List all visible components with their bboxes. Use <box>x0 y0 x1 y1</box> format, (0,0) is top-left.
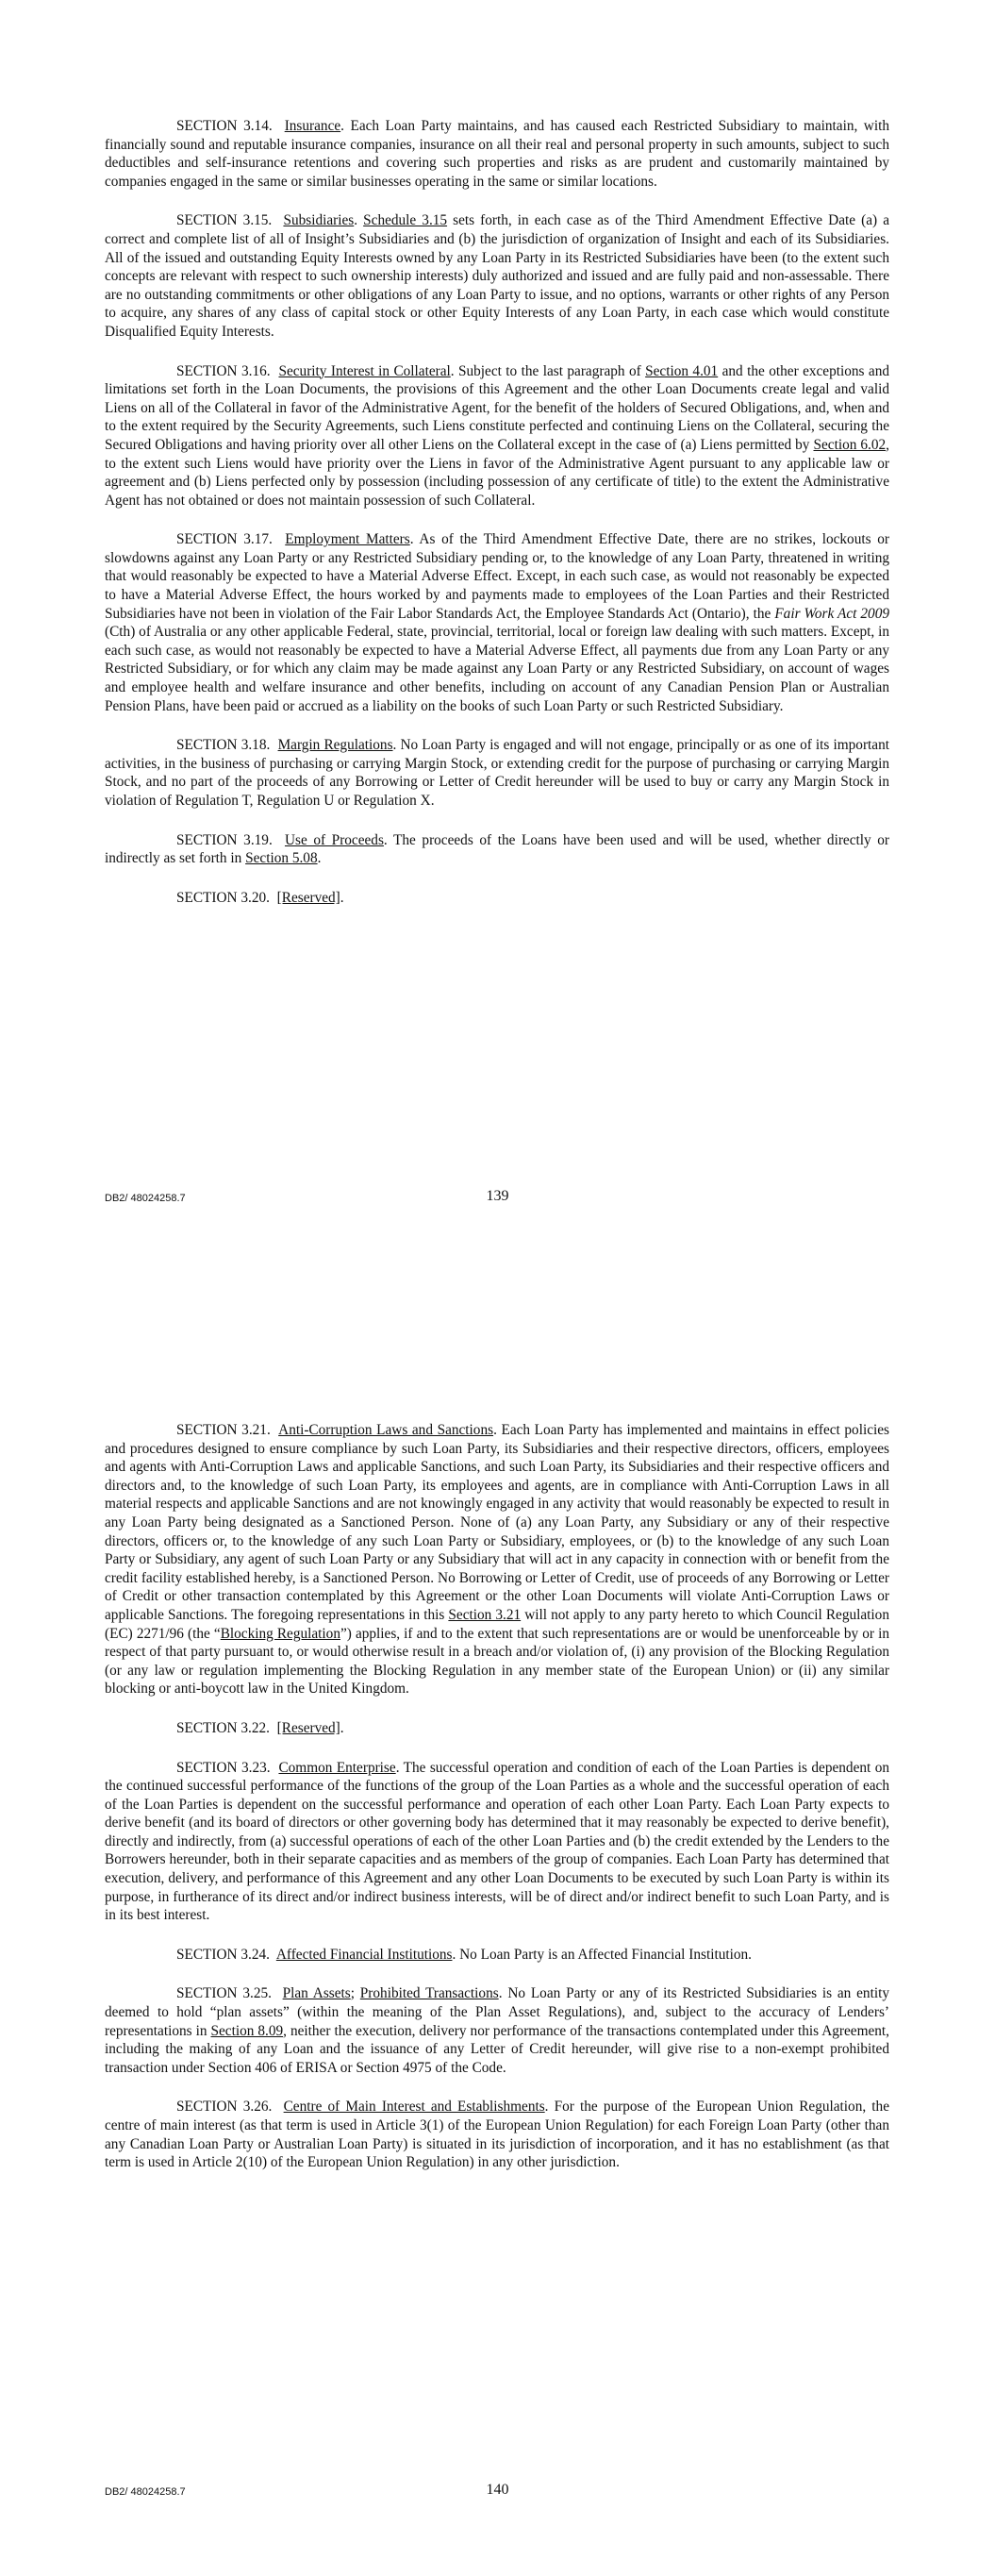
section-3-19: SECTION 3.19. Use of Proceeds. The proceeds of the Loans have been used and will be used, whether directly or indirectly as set forth in Section 5.08. <box>105 831 889 867</box>
section-3-16: SECTION 3.16. Security Interest in Collateral. Subject to the last paragraph of Section 4.01 and the other exceptions and limitations set forth in the Loan Documents, the provisions of this Agreement and the other Loan Documents create legal and valid Liens on all of the Collateral in favor of the Administrative Agent, for the benefit of the holders of Secured Obligations, and, when and to the extent required by the Security Agreements, such Liens constitute perfected and continuing Liens on the Collateral, securing the Secured Obligations and having priority over all other Liens on the Collateral except in the case of (a) Liens permitted by Section 6.02, to the extent such Liens would have priority over the Liens in favor of the Administrative Agent pursuant to any applicable law or agreement and (b) Liens perfected only by possession (including possession of any certificate of title) to the extent the Administrative Agent has not obtained or does not maintain possession of such Collateral. <box>105 362 889 509</box>
section-heading: Affected Financial Institutions <box>275 1946 453 1963</box>
section-3-24: SECTION 3.24. Affected Financial Institutions. No Loan Party is an Affected Financial Institution. <box>176 1946 752 1963</box>
section-heading: [Reserved] <box>276 889 340 906</box>
section-heading: Prohibited Transactions <box>359 1985 499 2002</box>
defined-term: Blocking Regulation <box>220 1625 340 1642</box>
section-heading: Centre of Main Interest and Establishments <box>283 2099 545 2116</box>
section-heading: Subsidiaries <box>283 212 355 229</box>
section-heading: Insurance <box>284 118 341 134</box>
section-heading: Security Interest in Collateral <box>278 362 451 379</box>
section-3-18: SECTION 3.18. Margin Regulations. No Loan Party is engaged and will not engage, principally or as one of its important activities, in the business of purchasing or carrying Margin Stock, or extending credit for the purpose of purchasing or carrying Margin Stock, and no part of the proceeds of any Borrowing or Letter of Credit hereunder will be used to buy or carry any Margin Stock in violation of Regulation T, Regulation U or Regulation X. <box>105 737 889 809</box>
document-id: DB2/ 48024258.7 <box>105 2486 186 2498</box>
section-heading: Plan Assets <box>282 1985 351 2002</box>
section-3-25: SECTION 3.25. Plan Assets; Prohibited Transactions. No Loan Party or any of its Restricted Subsidiaries is an entity deemed to hold “plan assets” (within the meaning of the Plan Asset Regulations), and, subject to the accuracy of Lenders’ representations in Section 8.09, neither the execution, delivery nor performance of the transactions contemplated under this Agreement, including the making of any Loan and the issuance of any Letter of Credit hereunder, will give rise to a non-exempt prohibited transaction under Section 406 of ERISA or Section 4975 of the Code. <box>105 1985 889 2076</box>
page-140 <box>0 1255 995 2576</box>
page-body <box>105 1421 889 2193</box>
section-3-22: SECTION 3.22. [Reserved]. <box>176 1719 344 1736</box>
section-3-21: SECTION 3.21. Anti-Corruption Laws and Sanctions. Each Loan Party has implemented and maintains in effect policies and procedures designed to ensure compliance by such Loan Party, its Subsidiaries and their respective directors, officers, employees and agents with Anti-Corruption Laws and applicable Sanctions, and such Loan Party, its Subsidiaries and their respective officers and directors and, to the knowledge of such Loan Party, its employees and agents, are in compliance with Anti-Corruption Laws in all material respects and applicable Sanctions and are not knowingly engaged in any activity that would reasonably be expected to result in any Loan Party being designated as a Sanctioned Person. None of (a) any Loan Party, any Subsidiary or any of their respective directors, officers or, to the knowledge of any such Loan Party or Subsidiary, employees, or (b) to the knowledge of any such Loan Party or Subsidiary, any agent of such Loan Party or any Subsidiary that will act in any capacity in connection with or benefit from the credit facility established hereby, is a Sanctioned Person. No Borrowing or Letter of Credit, use of proceeds of any Borrowing or Letter of Credit or other transaction contemplated by this Agreement or the other Loan Documents will violate Anti-Corruption Laws or applicable Sanctions. The foregoing representations in this Section 3.21 will not apply to any party hereto to which Council Regulation (EC) 2271/96 (the “Blocking Regulation”) applies, if and to the extent that such representations are or would be unenforceable by or in respect of that party pursuant to, or would otherwise result in a breach and/or violation of, (i) any provision of the Blocking Regulation (or any law or regulation implementing the Blocking Regulation in any member state of the European Union) or (ii) any similar blocking or anti-boycott law in the United Kingdom. <box>105 1422 889 1698</box>
section-3-23: SECTION 3.23. Common Enterprise. The successful operation and condition of each of the Loan Parties is dependent on the continued successful performance of the functions of the group of the Loan Parties as a whole and the successful operation of each of the Loan Parties is dependent on the successful performance and operation of each other Loan Party. Each Loan Party expects to derive benefit (and its board of directors or other governing body has determined that it may reasonably be expected to derive benefit), directly and indirectly, from (a) successful operations of each of the other Loan Parties and (b) the credit extended by the Lenders to the Borrowers hereunder, both in their separate capacities and as members of the group of companies. Each Loan Party has determined that execution, delivery, and performance of this Agreement and any other Loan Documents to be executed by such Loan Party is within its purpose, in furtherance of its direct and/or indirect business interests, will be of direct and/or indirect benefit to such Loan Party, and is in its best interest. <box>105 1759 889 1924</box>
section-3-15: SECTION 3.15. Subsidiaries. Schedule 3.15 sets forth, in each case as of the Third Amendment Effective Date (a) a correct and complete list of all of Insight’s Subsidiaries and (b) the jurisdiction of organization of Insight and each of its Subsidiaries. All of the issued and outstanding Equity Interests owned by any Loan Party in its Restricted Subsidiaries have been (to the extent such concepts are relevant with respect to such ownership interests) duly authorized and issued and are fully paid and non-assessable. There are no outstanding commitments or other obligations of any Loan Party to issue, and no options, warrants or other rights of any Person to acquire, any shares of any class of capital stock or other Equity Interests of any Loan Party, in each case which would constitute Disqualified Equity Interests. <box>105 212 889 340</box>
cross-reference: Section 8.09 <box>210 2022 284 2039</box>
section-heading: Use of Proceeds <box>284 831 384 848</box>
cross-reference: Schedule 3.15 <box>363 212 448 229</box>
section-3-17: SECTION 3.17. Employment Matters. As of the Third Amendment Effective Date, there are no strikes, lockouts or slowdowns against any Loan Party or any Restricted Subsidiary pending or, to the knowledge of any Loan Party, threatened in writing that would reasonably be expected to have a Material Adverse Effect. Except, in each such case, as would not reasonably be expected to have a Material Adverse Effect, the hours worked by and payments made to employees of the Loan Parties and their Restricted Subsidiaries have not been in violation of the Fair Labor Standards Act, the Employee Standards Act (Ontario), the Fair Work Act 2009 (Cth) of Australia or any other applicable Federal, state, provincial, territorial, local or foreign law dealing with such matters. Except, in each such case, as would not reasonably be expected to have a Material Adverse Effect, all payments due from any Loan Party or any Restricted Subsidiary, or for which any claim may be made against any Loan Party or any Restricted Subsidiary, on account of wages and employee health and welfare insurance and other benefits, including on account of any Canadian Pension Plan or Australian Pension Plans, have been paid or accrued as a liability on the books of such Loan Party or such Restricted Subsidiary. <box>105 531 889 714</box>
section-heading: Employment Matters <box>285 531 410 548</box>
cross-reference: Section 3.21 <box>448 1606 522 1623</box>
page-number: 139 <box>486 1188 509 1204</box>
cross-reference: Section 6.02 <box>813 436 887 453</box>
page-number: 140 <box>486 2482 509 2498</box>
cross-reference: Section 5.08 <box>245 850 318 867</box>
section-heading: Common Enterprise <box>278 1759 396 1776</box>
section-3-26: SECTION 3.26. Centre of Main Interest and Establishments. For the purpose of the European Union Regulation, the centre of main interest (as that term is used in Article 3(1) of the European Union Regulation) for each Foreign Loan Party (other than any Canadian Loan Party or Australian Loan Party) is situated in its jurisdiction of incorporation, and it has no establishment (as that term is used in Article 2(10) of the European Union Regulation) in any other jurisdiction. <box>105 2099 889 2171</box>
section-3-14: SECTION 3.14. Insurance. Each Loan Party maintains, and has caused each Restricted Subsidiary to maintain, with financially sound and reputable insurance companies, insurance on all their real and personal property in such amounts, subject to such deductibles and self-insurance retentions and covering such properties and risks as are prudent and customarily maintained by companies engaged in the same or similar businesses operating in the same or similar locations. <box>105 118 890 190</box>
statute-name: Fair Work Act 2009 <box>774 605 889 622</box>
section-heading: Anti-Corruption Laws and Sanctions <box>278 1422 494 1438</box>
section-3-20: SECTION 3.20. [Reserved]. <box>176 889 344 906</box>
section-heading: Margin Regulations <box>277 737 393 754</box>
cross-reference: Section 4.01 <box>645 362 719 379</box>
section-heading: [Reserved] <box>276 1719 340 1736</box>
page-139 <box>0 0 995 1255</box>
document-id: DB2/ 48024258.7 <box>105 1193 186 1204</box>
page-body <box>105 117 889 928</box>
